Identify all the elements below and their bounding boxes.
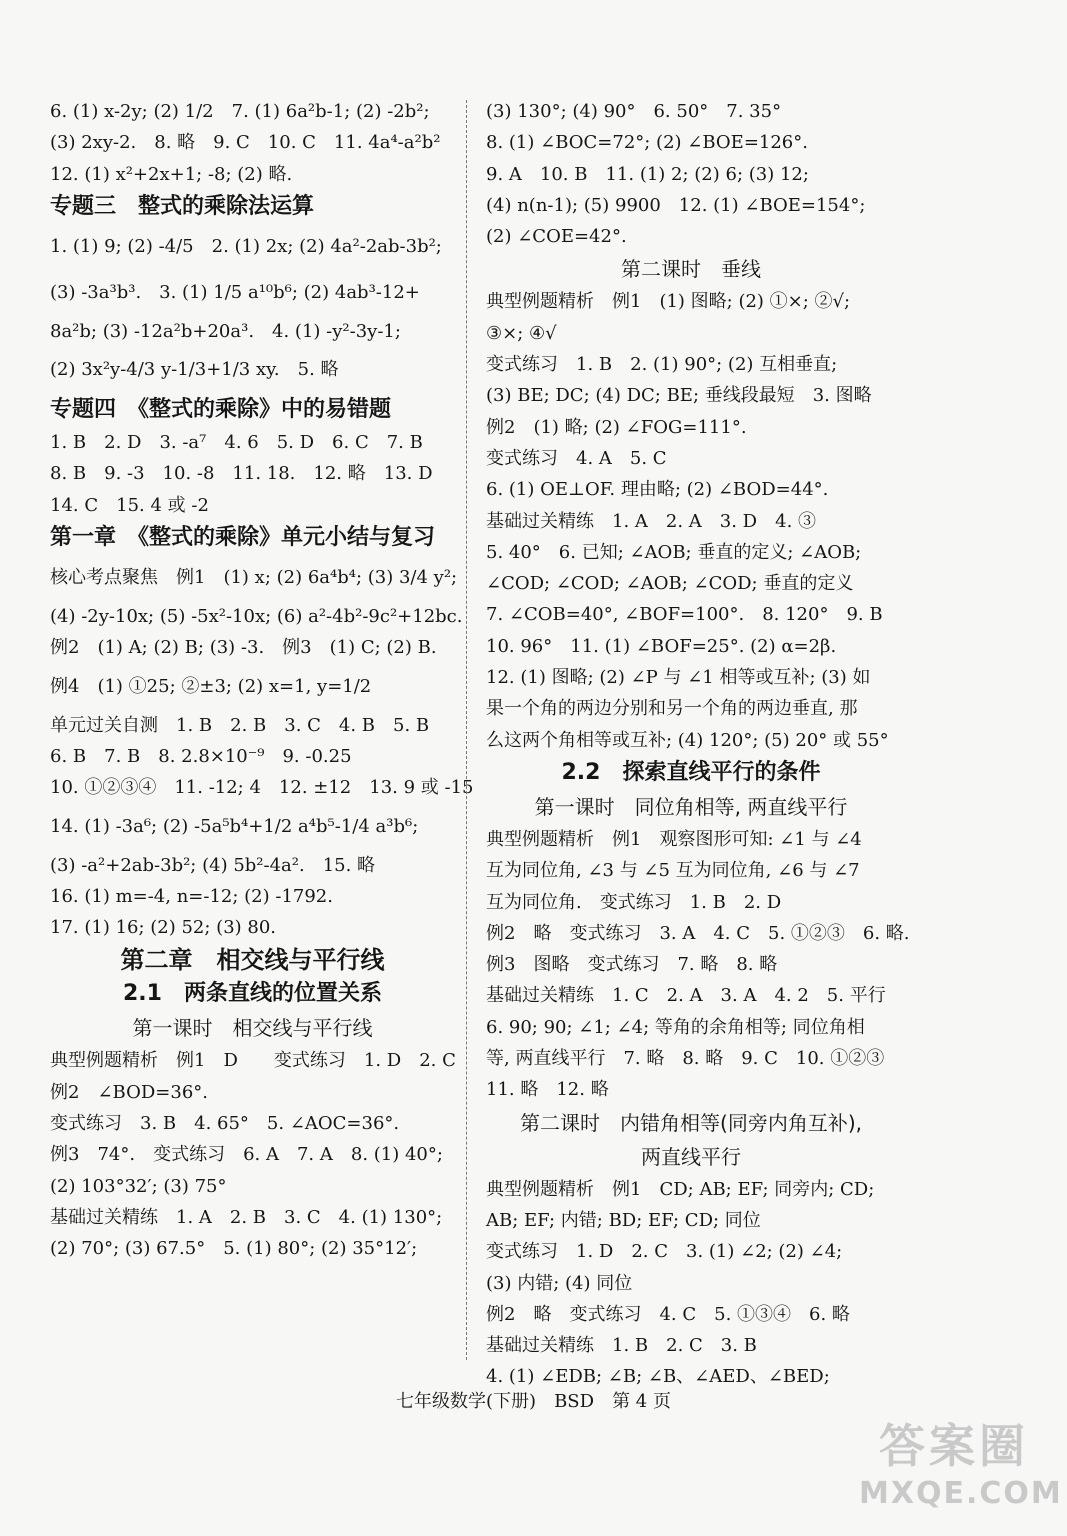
answer-line: 核心考点聚焦 例1 (1) x; (2) 6a⁴b⁴; (3) 3/4 y²;	[50, 567, 458, 589]
lesson-heading: 第二课时 垂线	[621, 257, 761, 282]
section-heading: 专题三 整式的乘除法运算	[50, 193, 315, 219]
answer-line: 1. B 2. D 3. -a⁷ 4. 6 5. D 6. C 7. B	[50, 432, 423, 454]
right-column	[486, 96, 910, 1393]
answer-line: 基础过关精练 1. C 2. A 3. A 4. 2 5. 平行	[486, 985, 886, 1007]
page-footer: 七年级数学(下册) BSD 第 4 页	[396, 1391, 671, 1412]
answer-line: 变式练习 1. B 2. (1) 90°; (2) 互相垂直;	[486, 354, 838, 376]
answer-line: (4) -2y-10x; (5) -5x²-10x; (6) a²-4b²-9c²+12bc.	[50, 606, 463, 628]
lesson-heading: 第二课时 内错角相等(同旁内角互补),	[520, 1110, 862, 1135]
answer-line: 6. (1) OE⊥OF. 理由略; (2) ∠BOD=44°.	[486, 479, 829, 501]
answer-line: 基础过关精练 1. A 2. B 3. C 4. (1) 130°;	[50, 1206, 443, 1228]
answer-line: 6. (1) x-2y; (2) 1/2 7. (1) 6a²b-1; (2) -2b²;	[50, 101, 430, 122]
answer-line: 互为同位角, ∠3 与 ∠5 互为同位角, ∠6 与 ∠7	[486, 860, 860, 882]
answer-line: 8. (1) ∠BOC=72°; (2) ∠BOE=126°.	[486, 132, 808, 154]
answer-line: 14. (1) -3a⁶; (2) -5a⁵b⁴+1/2 a⁴b⁵-1/4 a³b⁶;	[50, 815, 419, 837]
answer-line: 典型例题精析 例1 CD; AB; EF; 同旁内; CD;	[486, 1178, 875, 1200]
answer-line: 16. (1) m=-4, n=-12; (2) -1792.	[50, 885, 333, 907]
answer-line: 变式练习 1. D 2. C 3. (1) ∠2; (2) ∠4;	[486, 1241, 843, 1263]
answer-line: 例3 图略 变式练习 7. 略 8. 略	[486, 954, 778, 976]
section-heading: 2.1 两条直线的位置关系	[123, 981, 382, 1007]
answer-line: (4) n(n-1); (5) 9900 12. (1) ∠BOE=154°;	[486, 194, 866, 216]
answer-line: 8a²b; (3) -12a²b+20a³. 4. (1) -y²-3y-1;	[50, 320, 401, 342]
answer-line: 4. (1) ∠EDB; ∠B; ∠B、∠AED、∠BED;	[486, 1366, 830, 1388]
answer-line: 么这两个角相等或互补; (4) 120°; (5) 20° 或 55°	[486, 729, 889, 751]
answer-line: 果一个角的两边分别和另一个角的两边垂直, 那	[486, 698, 858, 720]
answer-line: (2) ∠COE=42°.	[486, 226, 627, 248]
answer-line: 例2 ∠BOD=36°.	[50, 1081, 208, 1103]
answer-line: ③×; ④√	[486, 322, 557, 344]
answer-line: 变式练习 3. B 4. 65° 5. ∠AOC=36°.	[50, 1113, 400, 1135]
answer-line: 例4 (1) ①25; ②±3; (2) x=1, y=1/2	[50, 675, 372, 697]
answer-line: 10. 96° 11. (1) ∠BOF=25°. (2) α=2β.	[486, 635, 837, 657]
answer-line: 17. (1) 16; (2) 52; (3) 80.	[50, 917, 277, 939]
answer-line: (3) 130°; (4) 90° 6. 50° 7. 35°	[486, 101, 782, 122]
answer-line: 例2 略 变式练习 3. A 4. C 5. ①②③ 6. 略.	[486, 922, 910, 944]
answer-line: 典型例题精析 例1 (1) 图略; (2) ①×; ②√;	[486, 291, 851, 313]
watermark-text: 答案圈	[879, 1419, 1029, 1473]
answer-line: 基础过关精练 1. A 2. A 3. D 4. ③	[486, 510, 817, 532]
answer-line: (2) 103°32′; (3) 75°	[50, 1175, 227, 1197]
answer-line: 9. A 10. B 11. (1) 2; (2) 6; (3) 12;	[486, 163, 809, 185]
answer-line: 典型例题精析 例1 观察图形可知: ∠1 与 ∠4	[486, 828, 862, 850]
answer-line: 12. (1) 图略; (2) ∠P 与 ∠1 相等或互补; (3) 如	[486, 667, 871, 689]
answer-line: ∠COD; ∠COD; ∠AOB; ∠COD; 垂直的定义	[486, 573, 854, 595]
answer-line: (3) 2xy-2. 8. 略 9. C 10. C 11. 4a⁴-a²b²	[50, 132, 441, 154]
chapter-heading: 第二章 相交线与平行线	[120, 946, 385, 975]
left-column	[50, 96, 474, 1265]
answer-line: 典型例题精析 例1 D 变式练习 1. D 2. C	[50, 1050, 456, 1072]
lesson-heading: 两直线平行	[641, 1144, 741, 1169]
answer-line: (2) 70°; (3) 67.5° 5. (1) 80°; (2) 35°12′;	[50, 1238, 418, 1260]
answer-line: 5. 40° 6. 已知; ∠AOB; 垂直的定义; ∠AOB;	[486, 541, 862, 563]
lesson-heading: 第一课时 同位角相等, 两直线平行	[534, 794, 848, 819]
watermark-logo	[859, 1410, 1063, 1520]
answer-line: (3) BE; DC; (4) DC; BE; 垂线段最短 3. 图略	[486, 385, 872, 407]
column-divider	[466, 100, 467, 1360]
section-heading: 专题四 《整式的乘除》中的易错题	[50, 397, 392, 423]
answer-line: 6. B 7. B 8. 2.8×10⁻⁹ 9. -0.25	[50, 745, 352, 767]
answer-line: 例2 (1) A; (2) B; (3) -3. 例3 (1) C; (2) B.	[50, 637, 437, 659]
watermark-url: MXQE.COM	[859, 1476, 1063, 1511]
answer-line: 10. ①②③④ 11. -12; 4 12. ±12 13. 9 或 -15	[50, 777, 474, 799]
answer-line: 1. (1) 9; (2) -4/5 2. (1) 2x; (2) 4a²-2ab-3b²;	[50, 235, 442, 257]
lesson-heading: 第一课时 相交线与平行线	[132, 1016, 373, 1041]
answer-line: 例2 (1) 略; (2) ∠FOG=111°.	[486, 416, 747, 438]
answer-line: 等, 两直线平行 7. 略 8. 略 9. C 10. ①②③	[486, 1048, 885, 1070]
answer-line: (3) -3a³b³. 3. (1) 1/5 a¹⁰b⁶; (2) 4ab³-12+	[50, 281, 420, 303]
answer-line: 7. ∠COB=40°, ∠BOF=100°. 8. 120° 9. B	[486, 604, 883, 626]
answer-line: (2) 3x²y-4/3 y-1/3+1/3 xy. 5. 略	[50, 359, 339, 381]
answer-line: AB; EF; 内错; BD; EF; CD; 同位	[486, 1209, 761, 1231]
answer-line: 变式练习 4. A 5. C	[486, 447, 667, 469]
answer-line: 例3 74°. 变式练习 6. A 7. A 8. (1) 40°;	[50, 1144, 443, 1166]
answer-line: 基础过关精练 1. B 2. C 3. B	[486, 1335, 757, 1357]
answer-line: 14. C 15. 4 或 -2	[50, 494, 209, 516]
answer-line: 11. 略 12. 略	[486, 1079, 609, 1101]
answer-line: 单元过关自测 1. B 2. B 3. C 4. B 5. B	[50, 714, 430, 736]
answer-line: 8. B 9. -3 10. -8 11. 18. 12. 略 13. D	[50, 463, 433, 485]
answer-line: (3) 内错; (4) 同位	[486, 1272, 633, 1294]
answer-line: (3) -a²+2ab-3b²; (4) 5b²-4a². 15. 略	[50, 854, 376, 876]
section-heading: 第一章 《整式的乘除》单元小结与复习	[50, 525, 436, 551]
answer-line: 互为同位角. 变式练习 1. B 2. D	[486, 891, 782, 913]
answer-line: 例2 略 变式练习 4. C 5. ①③④ 6. 略	[486, 1303, 850, 1325]
section-heading: 2.2 探索直线平行的条件	[561, 759, 821, 785]
answer-line: 6. 90; 90; ∠1; ∠4; 等角的余角相等; 同位角相	[486, 1016, 865, 1038]
answer-line: 12. (1) x²+2x+1; -8; (2) 略.	[50, 163, 293, 185]
